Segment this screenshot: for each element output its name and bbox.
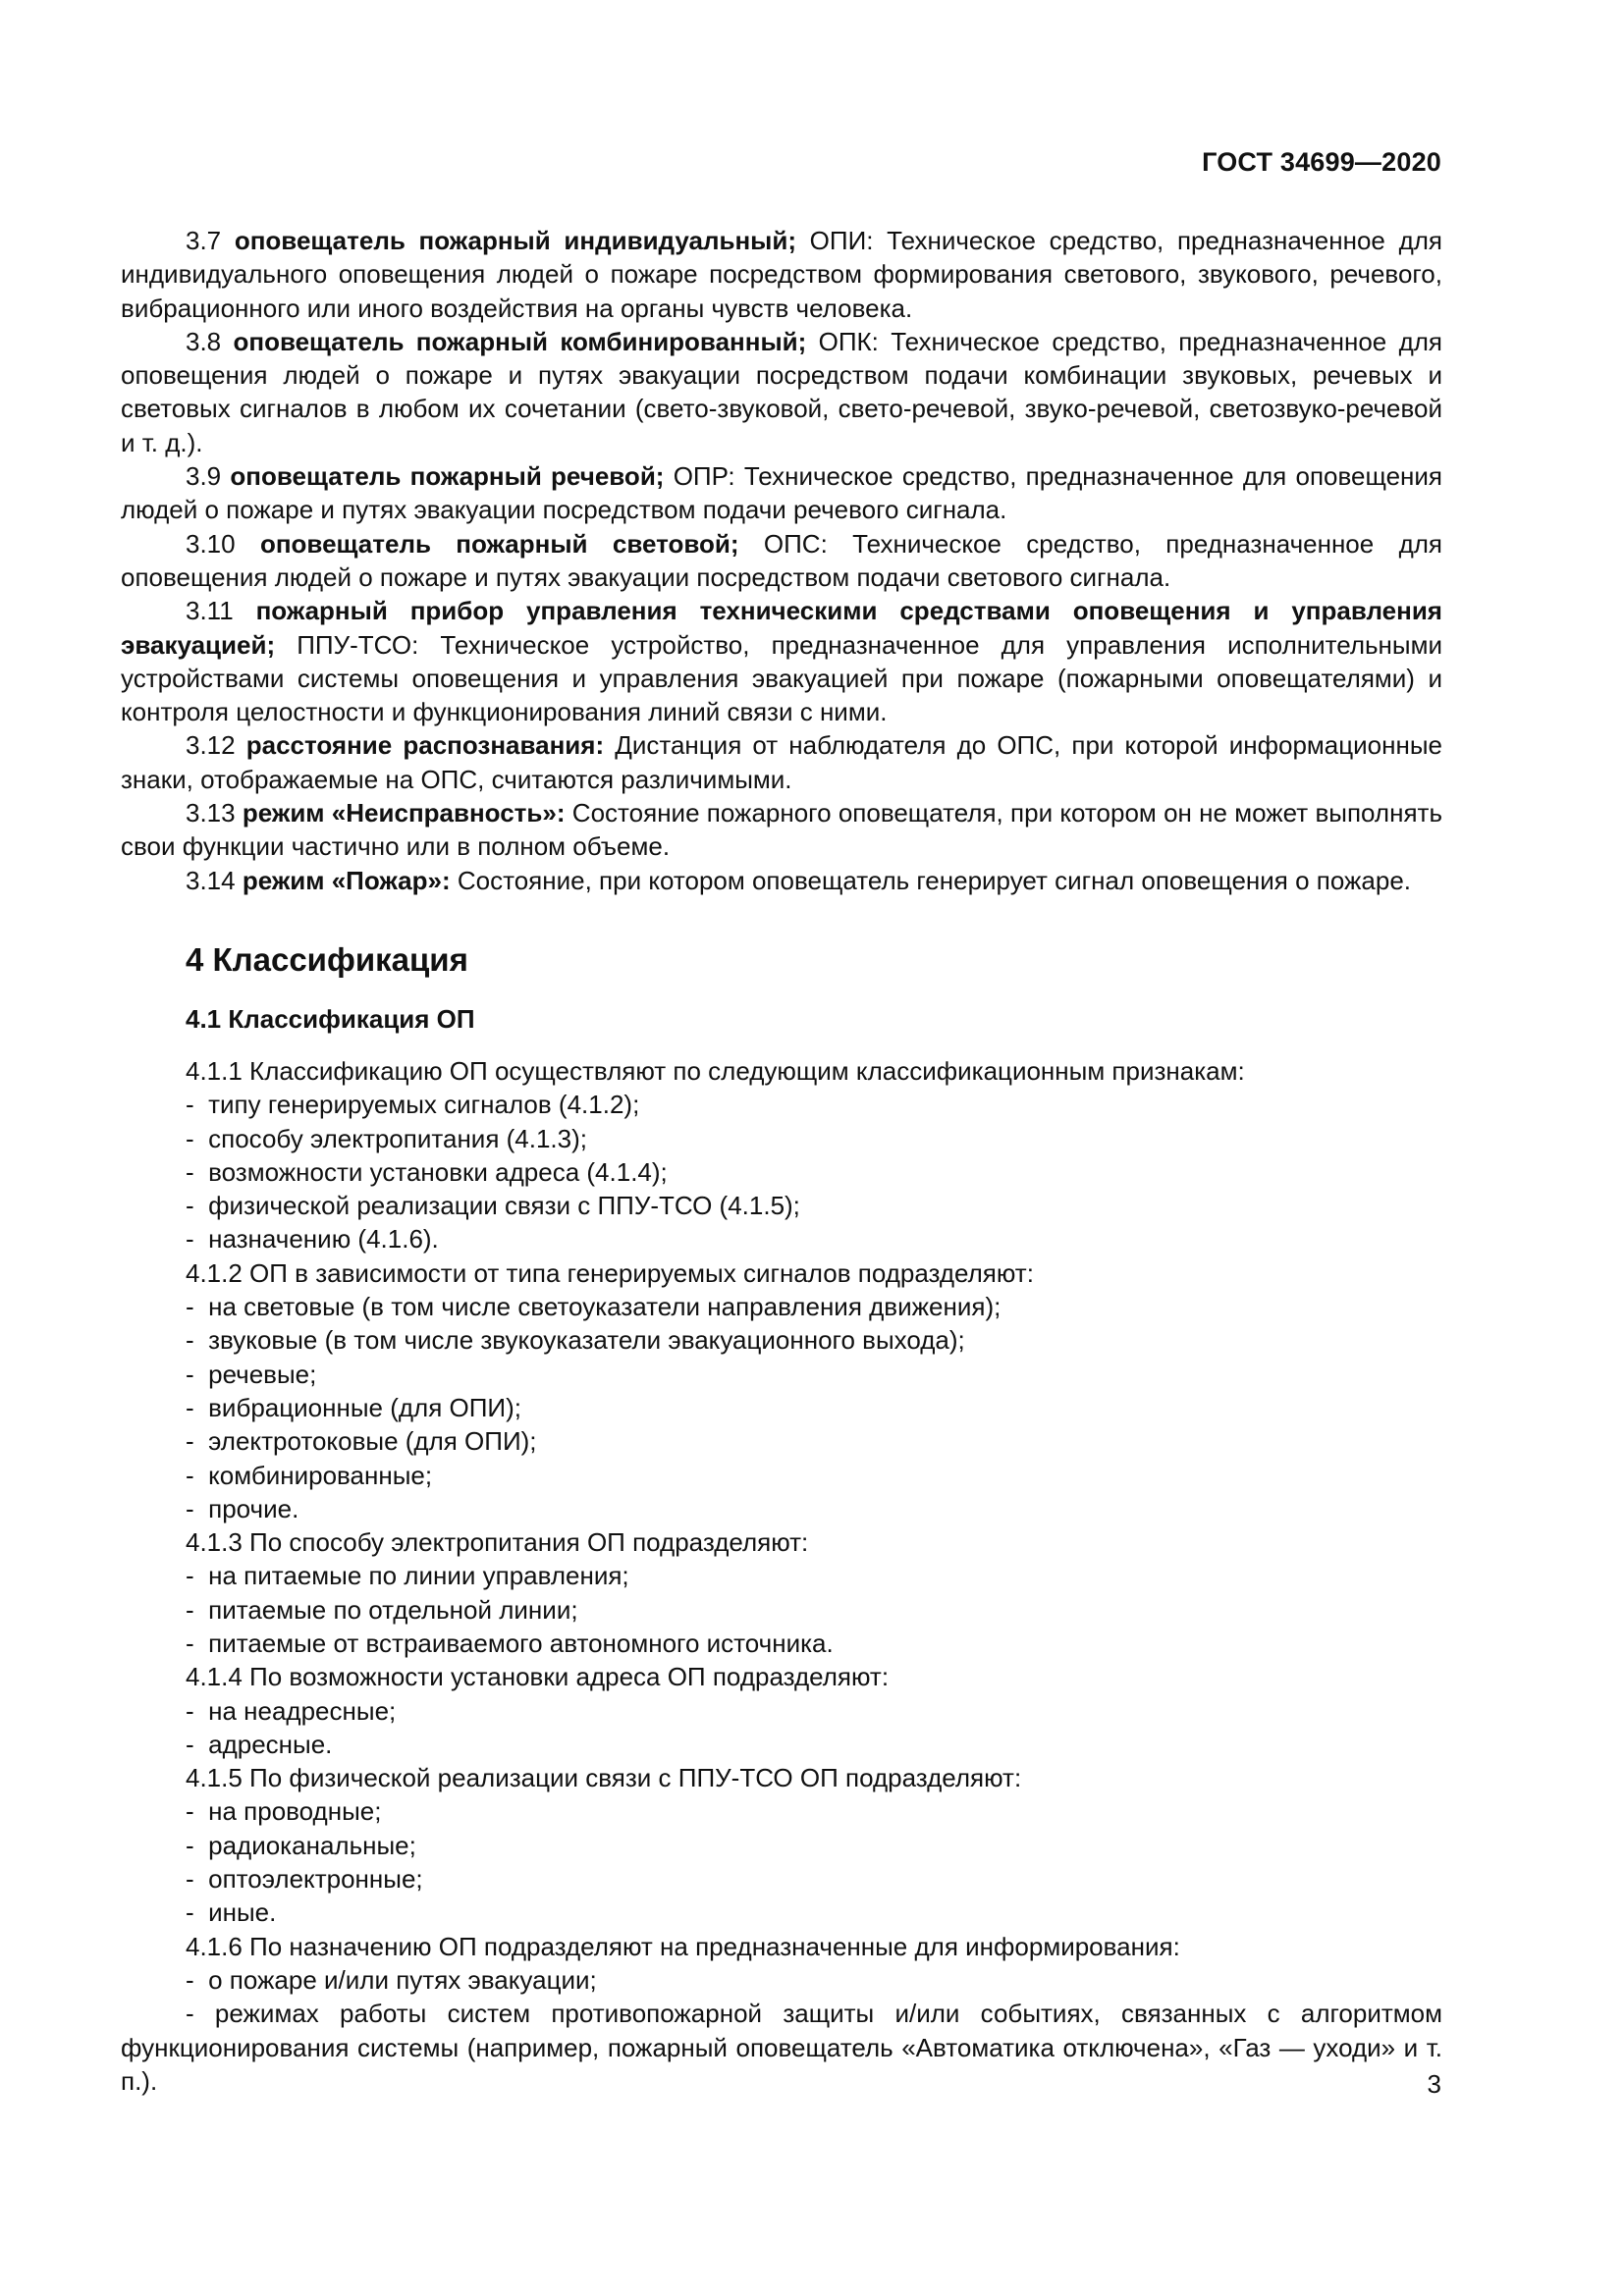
term-definitions [121, 224, 1442, 897]
list-item: - на питаемые по линии управления; [186, 1559, 1442, 1592]
term-text: Дистанция от наблюдателя до ОПС, при которой информационные знаки, отображаемые на ОПС, считаются различимыми. [121, 730, 1442, 794]
document-code: ГОСТ 34699—2020 [1202, 147, 1441, 177]
term-text: Состояние, при котором оповещатель генерирует сигнал оповещения о пожаре. [450, 865, 1412, 895]
term-name: расстояние распознавания: [245, 730, 605, 761]
list-item: - электротоковые (для ОПИ); [186, 1424, 1442, 1458]
term-text: ОПИ: Техническое средство, предназначенное для индивидуального оповещения людей о пожаре посредством формирования светового, звукового, речевого, вибрационного или иного воздействия на органы чувств человека. [121, 226, 1442, 323]
list-item: - на неадресные; [186, 1694, 1442, 1728]
clause-paragraph: 4.1.1 Классификацию ОП осуществляют по следующим классификационным признакам: [186, 1055, 1245, 1086]
list-item: - прочие. [186, 1492, 1442, 1525]
clause-paragraph: 4.1.3 По способу электропитания ОП подразделяют: [186, 1527, 809, 1558]
clause-paragraph: 4.1.2 ОП в зависимости от типа генерируемых сигналов подразделяют: [186, 1257, 1034, 1288]
list-item: - типу генерируемых сигналов (4.1.2); [186, 1088, 1442, 1121]
term-number: 3.11 [186, 596, 234, 626]
term-definition [121, 864, 1442, 897]
clause-paragraph: 4.1.4 По возможности установки адреса ОП подразделяют: [186, 1662, 890, 1692]
list-item: - назначению (4.1.6). [186, 1222, 1442, 1255]
list-item: - радиоканальные; [186, 1829, 1442, 1862]
term-name: оповещатель пожарный индивидуальный; [234, 226, 796, 255]
term-text: ОПК: Техническое средство, предназначенное для оповещения людей о пожаре и путях эвакуации посредством подачи комбинации звуковых, речевых и световых сигналов в любом их сочетании (свето-звуковой, свето-речевой, звуко-речевой, светозвуко-речевой и т. д.). [121, 326, 1442, 457]
list-item: - физической реализации связи с ППУ-ТСО (4.1.5); [186, 1189, 1442, 1222]
term-definition [121, 728, 1442, 796]
list-item: - речевые; [186, 1358, 1442, 1391]
term-number: 3.12 [186, 730, 236, 761]
list-item: - адресные. [186, 1728, 1442, 1761]
list-item: - способу электропитания (4.1.3); [186, 1122, 1442, 1155]
term-definition [121, 796, 1442, 864]
list-item: - питаемые по отдельной линии; [186, 1593, 1442, 1627]
term-number: 3.13 [186, 798, 236, 828]
term-definition [121, 459, 1442, 527]
term-definition [121, 594, 1442, 728]
term-definition [121, 527, 1442, 595]
list-item-last: - режимах работы систем противопожарной защиты и/или событиях, связанных с алгоритмом функционирования системы (например, пожарный оповещатель «Автоматика отключена», «Газ — уходи» и т. п.). [121, 1999, 1442, 2096]
clause-paragraph: 4.1.6 По назначению ОП подразделяют на предназначенные для информирования: [186, 1931, 1180, 1961]
list-item: - возможности установки адреса (4.1.4); [186, 1155, 1442, 1189]
list-item: - звуковые (в том числе звукоуказатели эвакуационного выхода); [186, 1323, 1442, 1357]
list-item: - на световые (в том числе светоуказатели направления движения); [186, 1290, 1442, 1323]
term-number: 3.8 [186, 326, 222, 356]
term-number: 3.10 [186, 528, 236, 559]
term-number: 3.14 [186, 865, 236, 895]
term-text: ППУ-ТСО: Техническое устройство, предназначенное для управления исполнительными устройствами системы оповещения и управления эвакуацией при пожаре (пожарными оповещателями) и контроля целостности и функционирования линий связи с ними. [121, 629, 1442, 727]
page-number: 3 [1427, 2069, 1441, 2099]
term-name: режим «Неисправность»: [242, 798, 566, 828]
term-name: оповещатель пожарный комбинированный; [233, 326, 807, 356]
list-item: - комбинированные; [186, 1459, 1442, 1492]
list-item: - о пожаре и/или путях эвакуации; [186, 1963, 1442, 1997]
term-name: пожарный прибор управления техническими средствами оповещения и управления эвакуацией; [121, 596, 1442, 660]
list-item: - оптоэлектронные; [186, 1862, 1442, 1896]
term-text: ОПР: Техническое средство, предназначенное для оповещения людей о пожаре и путях эвакуации посредством подачи речевого сигнала. [121, 461, 1442, 525]
list-item: - вибрационные (для ОПИ); [186, 1391, 1442, 1424]
list-item: - питаемые от встраиваемого автономного источника. [186, 1627, 1442, 1660]
page-body [121, 224, 1442, 2098]
classification-list [121, 1054, 1442, 1997]
term-definition [121, 224, 1442, 325]
term-number: 3.7 [186, 226, 222, 255]
list-item: - на проводные; [186, 1794, 1442, 1828]
section-title: 4 Классификация [186, 940, 468, 978]
term-definition [121, 325, 1442, 459]
term-number: 3.9 [186, 461, 222, 492]
clause-paragraph: 4.1.5 По физической реализации связи с ППУ-ТСО ОП подразделяют: [186, 1763, 1022, 1793]
term-text: Состояние пожарного оповещателя, при котором он не может выполнять свои функции частично или в полном объеме. [121, 798, 1442, 862]
list-item: - иные. [186, 1896, 1442, 1929]
term-name: оповещатель пожарный речевой; [230, 461, 665, 492]
term-text: ОПС: Техническое средство, предназначенное для оповещения людей о пожаре и путях эвакуации посредством подачи светового сигнала. [121, 528, 1442, 592]
term-name: режим «Пожар»: [242, 865, 451, 895]
term-name: оповещатель пожарный световой; [259, 528, 739, 559]
subsection-title: 4.1 Классификация ОП [186, 1003, 475, 1034]
